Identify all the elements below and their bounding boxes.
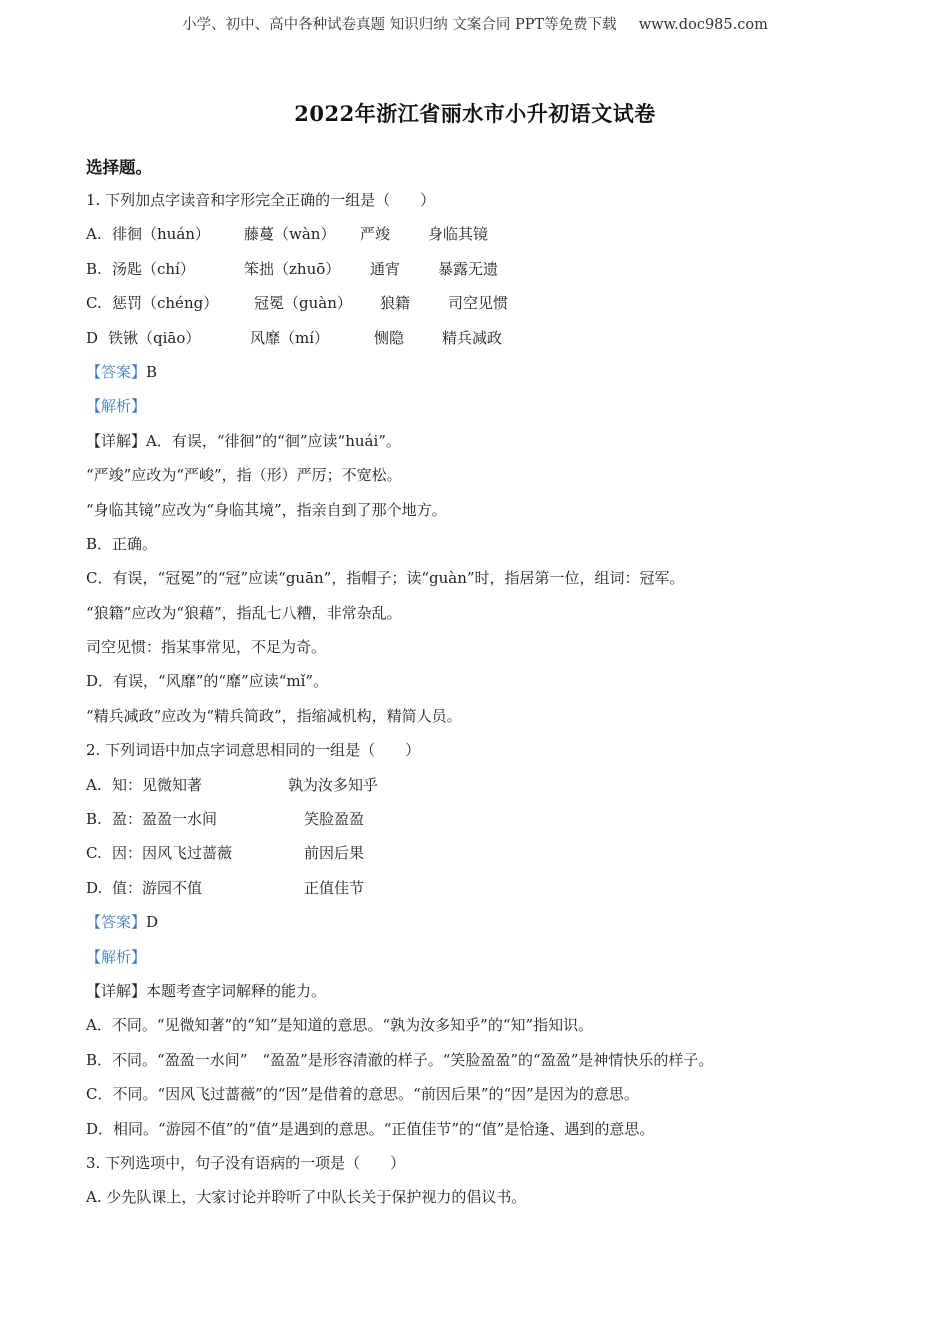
question-2-explanation: C．不同。“因风飞过蔷薇”的“因”是借着的意思。“前因后果”的“因”是因为的意思。 (86, 1085, 639, 1104)
option-item: 藤蔓（wàn） (244, 225, 336, 244)
question-1-detail: 【详解】A．有误，“徘徊”的“徊”应读“huái”。 (86, 431, 401, 450)
question-1-option-c: C. 惩罚（chéng） 冠冕（guàn） 狼籍 司空见惯 (86, 294, 509, 313)
option-item: 暴露无遗 (438, 259, 499, 278)
option-item: 狼籍 (380, 294, 411, 313)
question-2-option-a: A. 知：见微知著 孰为汝多知乎 (86, 775, 379, 794)
option-item: 汤匙（chí） (112, 259, 195, 278)
question-2-detail: 【详解】本题考查字词解释的能力。 (86, 981, 327, 1000)
question-1-explanation: “狼籍”应改为“狼藉”，指乱七八糟，非常杂乱。 (86, 603, 402, 622)
document-body (86, 189, 876, 1221)
question-2-explanation: D．相同。“游园不值”的“值”是遇到的意思。“正值佳节”的“值”是恰逢、遇到的意思。 (86, 1119, 655, 1138)
option-item: 严竣 (360, 225, 391, 244)
option-item: 徘徊（huán） (112, 225, 210, 244)
question-3-option-a: A. 少先队课上，大家讨论并聆听了中队长关于保护视力的倡议书。 (86, 1188, 527, 1207)
option-item: 盈：盈盈一水间 (112, 810, 218, 829)
header-url[interactable]: www.doc985.com (638, 17, 768, 33)
question-1-option-a: A. 徘徊（huán） 藤蔓（wàn） 严竣 身临其镜 (86, 225, 489, 244)
option-item: 铁锹（qiāo） (108, 328, 201, 347)
option-item: 知：见微知著 (112, 775, 203, 794)
question-2-analysis-label: 【解析】 (86, 947, 147, 966)
question-2-stem: 2. 下列词语中加点字词意思相同的一组是（ ） (86, 741, 421, 760)
question-1-answer (86, 361, 876, 395)
option-item: 身临其镜 (428, 225, 489, 244)
question-1-stem: 1. 下列加点字读音和字形完全正确的一组是（ ） (86, 191, 436, 209)
question-2-option-c: C. 因：因风飞过蔷薇 前因后果 (86, 844, 365, 863)
question-1-explanation: “精兵减政”应改为“精兵简政”，指缩减机构，精简人员。 (86, 706, 462, 725)
question-1-analysis-label: 【解析】 (86, 397, 147, 416)
header-text: 小学、初中、高中各种试卷真题 知识归纳 文案合同 PPT等免费下载 (182, 17, 617, 33)
answer-label: 【答案】 (86, 913, 147, 932)
option-item: 惩罚（chéng） (112, 294, 219, 313)
option-item: 冠冕（guàn） (254, 294, 352, 313)
option-item: 风靡（mí） (250, 328, 330, 347)
question-2-option-b: B. 盈：盈盈一水间 笑脸盈盈 (86, 810, 365, 829)
question-1-explanation: 司空见惯：指某事常见，不足为奇。 (86, 638, 327, 657)
question-1-explanation: “严竣”应改为“严峻”，指（形）严厉；不宽松。 (86, 466, 402, 485)
question-1-explanation: D．有误，“风靡”的“靡”应读“mǐ”。 (86, 672, 329, 691)
option-item: 笨拙（zhuō） (244, 259, 341, 278)
option-item: 因：因风飞过蔷薇 (112, 844, 233, 863)
question-3-stem: 3. 下列选项中，句子没有语病的一项是（ ） (86, 1153, 406, 1172)
question-1-explanation: B．正确。 (86, 534, 158, 553)
detail-label: 【详解】 (86, 981, 147, 1000)
page-header (0, 13, 950, 34)
question-2-option-d: D. 值：游园不值 正值佳节 (86, 878, 365, 897)
option-item: 通宵 (370, 259, 401, 278)
question-1-option-b: B. 汤匙（chí） 笨拙（zhuō） 通宵 暴露无遗 (86, 259, 499, 278)
option-item: 孰为汝多知乎 (288, 775, 379, 794)
detail-label: 【详解】 (86, 431, 147, 450)
option-item: 司空见惯 (448, 294, 509, 313)
answer-label: 【答案】 (86, 362, 147, 381)
option-item: 恻隐 (374, 328, 405, 347)
option-item: 前因后果 (304, 844, 365, 863)
option-item: 笑脸盈盈 (304, 810, 365, 829)
answer-value: D (146, 913, 159, 932)
question-1-explanation: “身临其镜”应改为“身临其境”，指亲自到了那个地方。 (86, 500, 447, 519)
question-2-answer (86, 911, 876, 945)
option-item: 值：游园不值 (112, 878, 203, 897)
option-item: 精兵减政 (442, 328, 503, 347)
section-heading: 选择题。 (86, 158, 152, 177)
question-2-explanation: B．不同。“盈盈一水间” “盈盈”是形容清澈的样子。“笑脸盈盈”的“盈盈”是神情快乐的样子。 (86, 1050, 714, 1069)
question-1-explanation: C．有误，“冠冕”的“冠”应读“guān”，指帽子；读“guàn”时，指居第一位，组词：冠军。 (86, 569, 685, 588)
page-title: 2022年浙江省丽水市小升初语文试卷 (294, 101, 656, 126)
question-2-explanation: A．不同。“见微知著”的“知”是知道的意思。“孰为汝多知乎”的“知”指知识。 (86, 1016, 594, 1035)
option-item: 正值佳节 (304, 878, 365, 897)
answer-value: B (146, 362, 158, 381)
question-1-option-d: D 铁锹（qiāo） 风靡（mí） 恻隐 精兵减政 (86, 328, 503, 347)
